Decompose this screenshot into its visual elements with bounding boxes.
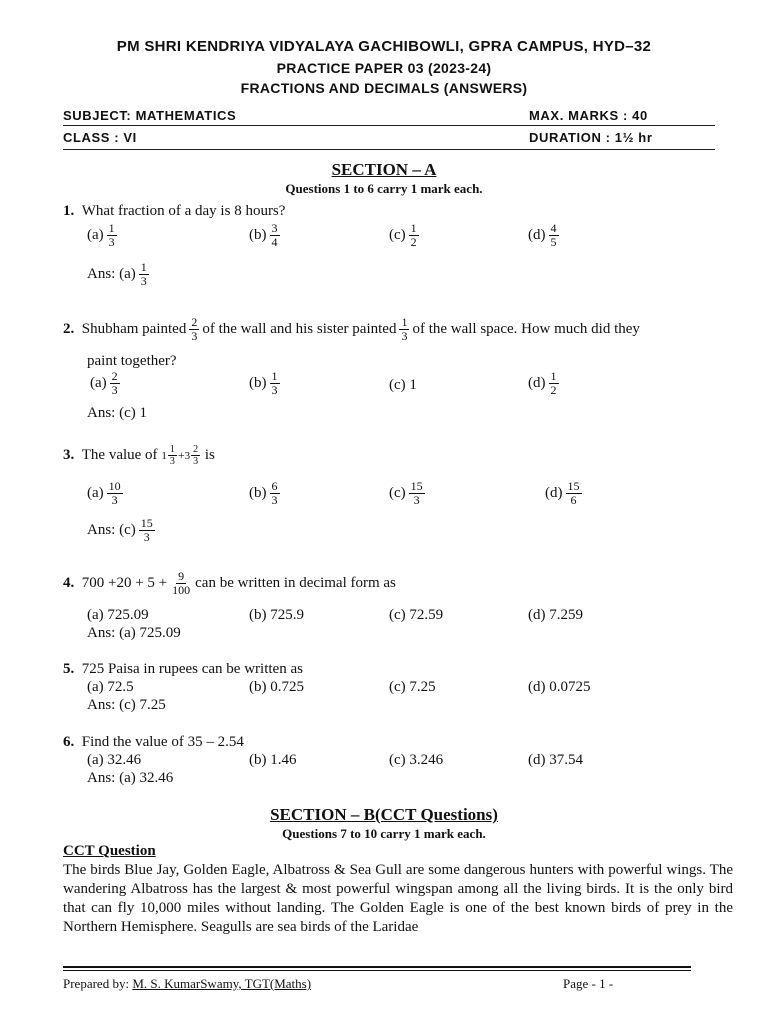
q1-option-a: (a) $\frac{1}{3}$ (87, 221, 115, 249)
q1-answer: Ans: (a) $\frac{1}{3}$ (87, 260, 147, 288)
q2-option-b: (b) $\frac{1}{3}$ (249, 369, 278, 397)
question-1: 1. What fraction of a day is 8 hours? (63, 203, 286, 219)
q3-option-b: (b) $\frac{6}{3}$ (249, 479, 278, 507)
section-a-title: SECTION – A (331, 160, 437, 179)
question-5: 5. 725 Paisa in rupees can be written as (63, 661, 303, 677)
q4-option-c: (c) 72.59 (389, 607, 444, 623)
paper-title: PRACTICE PAPER 03 (2023-24) (276, 60, 492, 76)
question-6: 6. Find the value of 35 – 2.54 (63, 734, 244, 750)
footer-prepared-by: Prepared by: M. S. KumarSwamy, TGT(Maths) (63, 976, 312, 991)
q6-option-a: (a) 32.46 (87, 752, 142, 768)
topic-title: FRACTIONS AND DECIMALS (ANSWERS) (240, 80, 528, 96)
duration-label: DURATION : 1½ hr (529, 130, 653, 145)
q3-option-a: (a) $\frac{10}{3}$ (87, 479, 121, 507)
q4-option-a: (a) 725.09 (87, 607, 149, 623)
subject-label: SUBJECT: MATHEMATICS (63, 108, 237, 123)
question-3: 3. The value of 1 $\frac{1}{3}$ +3 $\frac{2}{3}$ is (63, 444, 215, 467)
section-b-title: SECTION – B(CCT Questions) (270, 805, 498, 824)
header-divider-2 (63, 149, 715, 150)
q3-option-c: (c) $\frac{15}{3}$ (389, 479, 423, 507)
q4-option-d: (d) 7.259 (528, 607, 583, 623)
class-label: CLASS : VI (63, 130, 137, 145)
section-a-subtitle: Questions 1 to 6 carry 1 mark each. (285, 181, 483, 196)
q2-option-a: (a) $\frac{2}{3}$ (90, 369, 118, 397)
max-marks-label: MAX. MARKS : 40 (529, 108, 648, 123)
footer-page-number: Page - 1 - (563, 976, 614, 991)
question-4: 4. 700 +20 + 5 + $\frac{9}{100}$ can be written in decimal form as (63, 569, 396, 597)
section-b-subtitle: Questions 7 to 10 carry 1 mark each. (282, 826, 486, 841)
q5-option-d: (d) 0.0725 (528, 679, 591, 695)
q5-option-a: (a) 72.5 (87, 679, 134, 695)
question-2: 2. Shubham painted $\frac{2}{3}$ of the wall and his sister painted $\frac{1}{3}$ of the wall space. How much did they (63, 315, 640, 343)
q5-option-b: (b) 0.725 (249, 679, 304, 695)
q4-answer: Ans: (a) 725.09 (87, 625, 181, 641)
footer-rule-thick (63, 966, 691, 968)
cct-heading: CCT Question (63, 843, 156, 859)
q2-option-c: (c) 1 (389, 377, 417, 393)
footer-rule-thin (63, 970, 691, 971)
q6-option-d: (d) 37.54 (528, 752, 583, 768)
q2-answer: Ans: (c) 1 (87, 405, 147, 421)
q5-answer: Ans: (c) 7.25 (87, 697, 166, 713)
header-divider-1 (63, 125, 715, 126)
q6-option-b: (b) 1.46 (249, 752, 297, 768)
q6-option-c: (c) 3.246 (389, 752, 444, 768)
question-2-continued: paint together? (87, 353, 177, 369)
q1-option-c: (c) $\frac{1}{2}$ (389, 221, 417, 249)
q2-option-d: (d) $\frac{1}{2}$ (528, 369, 557, 397)
q3-option-d: (d) $\frac{15}{6}$ (545, 479, 580, 507)
cct-passage: The birds Blue Jay, Golden Eagle, Albatross & Sea Gull are some dangerous hunters with powerful wings. The wandering Albatross has the largest & most powerful wingspan among all the living birds. It is the only bird that can fly 10,000 miles without landing. The Golden Eagle is one of the best known birds of prey in the Northern Hemisphere. Seagulls are sea birds of the Laridae (63, 862, 733, 935)
school-name: PM SHRI KENDRIYA VIDYALAYA GACHIBOWLI, GPRA CAMPUS, HYD–32 (116, 38, 652, 55)
q1-option-d: (d) $\frac{4}{5}$ (528, 221, 557, 249)
q4-option-b: (b) 725.9 (249, 607, 304, 623)
q1-option-b: (b) $\frac{3}{4}$ (249, 221, 278, 249)
q5-option-c: (c) 7.25 (389, 679, 436, 695)
q6-answer: Ans: (a) 32.46 (87, 770, 174, 786)
q3-answer: Ans: (c) $\frac{15}{3}$ (87, 516, 153, 544)
